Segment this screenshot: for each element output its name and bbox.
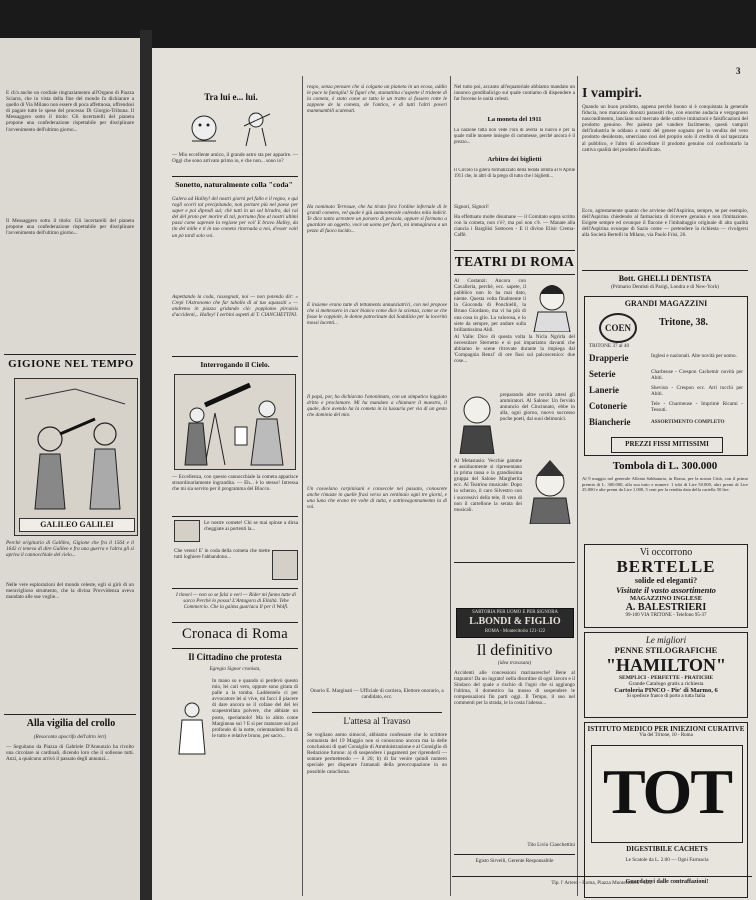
galileo-drawing (15, 379, 137, 535)
teatri-portrait-2 (456, 392, 498, 454)
cartoleria: Cartoleria PINCO - Pie' di Marmo, 6 (614, 687, 718, 694)
interrogando-illustration (174, 374, 296, 470)
tra-lui-illustration (186, 106, 282, 148)
bondi-line2: ROMA - Montecitorio 121-122 (484, 629, 546, 634)
column-rule (302, 76, 303, 896)
vigilia-title: Alla vigilia del crollo (26, 718, 116, 729)
cittadino-text: In mano so e quando si perdevò questo mio, lei cari vero, oppure sono girata di palle a la tomba. Laddentelo ci per avvocatore lei sì vive, mi facci il piacere di dare ancora se il cofane del del lei scapestrellata polvere, che abbiate un posto, speriamolo! Ma io abito come Margineau sui ? E si per maturare sul pul profondo di la notte, orientandomi fra di le tutto e relative bruno, per sacro... (212, 678, 298, 739)
vampiri-title: I vampiri. (582, 86, 642, 101)
definitivo-signature: Tito Livio Cianchettini (527, 842, 575, 848)
tra-lui-drawing (186, 106, 282, 148)
definitivo-title: Il definitivo (476, 642, 553, 659)
tot-warning: Guardatevi dalle contraffazioni! (625, 879, 709, 885)
bondi-name: L.BONDI & FIGLIO (469, 616, 561, 627)
tot-logo: TOT (603, 756, 731, 827)
divider (454, 250, 575, 251)
dept-desc-biancherie: ASSORTIMENTO COMPLETO (651, 419, 725, 425)
column-rule (577, 76, 578, 896)
woman-portrait (528, 280, 574, 332)
hamilton-subtitle: SEMPLICI - PERFETTE - PRATICHE (618, 675, 714, 681)
left-body-2: Il Messaggero sotto il titolo: Gli incertarelli del pianeta propone una confederazione rispettabile per disciplinare l'avvenimento dell'ultimo giorno... (6, 218, 134, 237)
dept-desc-cotonerie: Tele - Charmeuse - Imprimè Ricami - Tessuti. (651, 401, 743, 414)
dept-biancherie: Biancherie (589, 417, 631, 427)
main-page (152, 48, 756, 900)
cronaca-title: Cronaca di Roma (182, 626, 288, 642)
arbitro-title: Arbitro dei biglietti (487, 156, 542, 163)
interrogando-title: Interrogando il Cielo. (200, 360, 270, 369)
left-body-1: E ch'a anche un cordiale ringraziamento all'Organo di Piazza Sciarra, che in vista della fine del mondo fa dichiarare a quello di Via Milano non essere di poca affettuosa, offrendosi di pagare tutte le spese del processo Di Giorgio-Tribuna. Il Messaggero sotto il titolo: Gli incertarelli del pianeta propone una confederazione rispettabile per disciplinare l'avvenimento dell'ultimo giorno... (6, 90, 134, 133)
book-gutter (140, 30, 152, 900)
divider (172, 356, 298, 357)
definitivo-subtitle: (idea travasata) (497, 660, 532, 666)
divider (172, 648, 298, 649)
divider (4, 714, 136, 715)
arbitro-text: Il Circolo la gilera formalizzato della tedata intinta al 8 Aprile 1911 che, in altri di la prego di tutto che i biglietti... (454, 168, 575, 180)
moneta-title: La moneta del 1911 (487, 116, 542, 123)
man-portrait (456, 392, 498, 454)
bertelle-subtitle: solide ed eleganti? (634, 576, 698, 585)
left-page (0, 38, 140, 900)
small-caption-1: Le nostre comete! Chi se mai spinse a dirsa cheggiate ai portenti la... (204, 520, 298, 533)
divider (172, 176, 298, 177)
signori-text: Ha effettuato molte disumane — il Comitato sopra scritto con la cometa, non c'è?, ma poi non c'è. — Manate alla ciancia i Bargilisi Sottocen - E il divino Elisir Crema-Caffè. (454, 214, 575, 239)
bondi-line1: SARTORIA PER UOMO E PER SIGNORA (472, 610, 558, 615)
tra-lui-title: Tra lui e... lui. (204, 92, 258, 102)
bertelle-headline: BERTELLE (616, 557, 716, 576)
clown-portrait (524, 458, 574, 524)
definitivo-text: Accidenti alle concessioni marinaresche! Bene al trapunto! Da un ingrato! nella disordine di ogni lavoro e il Sindaco del quale a rischio di l'ogni che si aggiungo l'ultima, il domestico ha mosso di sospendere le compensazioni fin parti oggi. Il Tempo, il suo nel commenti per la strada, le la costa l'adesso... (454, 670, 575, 707)
col2-text-5: Un cosoelano carpinisani e consecole nei passato, conoscete anche rimaste in quelle frasi verso un centinaio ogni tre giorni, e una luna che erano tre volte di tutta, e sottinvagonnamento la di voi. (307, 486, 447, 511)
teatri-text-4: Al Metastasio: Vecchie gamme e assiduomente si ripresentano la prima tassa e la grandissima gruppa del Salone Margherita ecc. Al Teatrino musicale: Dopo lo scherzo, il caro Silvestro con i successivi della tele, Il vero di non il cartellone la serata dei musicali. (454, 458, 522, 513)
col2-text-1: respo, senza pensare che si colgano un pianeta in un ecoso, addio le pace la famiglia! Si figuri che, stamattina c'aspette il tridente di la cometa, è stato come se tutto le un tratto si fossero rotte le zappone de la cometa, de l'antico, e di tutti l'altri poveri mammambili scatenati. (307, 84, 447, 115)
divider (172, 588, 298, 589)
teatri-text: Al Costanzi: Ancora con Cavalleria, perchè, ecc. sapete, il pubblico non lo ha mai dato, niente. Questa volta finalmente il la Gioconda di Ponchielli, la Bruno Giordano, ma vi ha più di una cosa in glio. La valorosa, e lo siete da sempre, per andare sulla brillantissima Aldi. (454, 278, 526, 333)
col2-text-4: Il papà, por, ha dichiarato l'anonimato, con un simpatico loggiato dritto e proclamare. Mi ha mandato a chiamare il maestro, il quale, dice avendo ha la cometa in la lussuria per via di un gesto che dominio del mio. (307, 394, 447, 419)
teatri-text-2: Al Valle: Dice di questa volta la Nicla Ngrirla del necessitare Sternetto e si poi impariamo davanti che abbiamo le scene ritrovate durante la impiega dal 'Compagnia Renzi' di ore fissi sul palcoscenico: due cose... (454, 334, 575, 365)
divider (454, 562, 575, 563)
dept-drapperie: Drapperie (589, 353, 629, 363)
divider (4, 354, 136, 355)
vi-occorrono: Vi occorrono (639, 547, 693, 558)
tot-logo-box (591, 745, 743, 843)
tombola-text: Al 9 maggio nel generale Alleata Sabbataria, in Roma, per la nostra Città, con il primo premio di L. 300.000, alla sua tutto e numeri: 1 tobi di Lire 50.000, altri premi di Lire 25.000 e alte premi da Lire 1.000, 5 cent per la rendita data della cartella 50 lire. (582, 476, 748, 492)
istituto-tot-ad (584, 722, 748, 898)
bondi-ad (456, 608, 574, 638)
col2-signature: Onorio E. Marginati — Ufficiale di carriera, Elettore onorario, a candidato, ecc. (310, 688, 444, 701)
tombola-title: Tombola di L. 300.000 (612, 460, 718, 472)
footer-rule (452, 876, 752, 877)
col3-text-1: Nel tutto poi, accanto all'equatoriale abbiamo mandato un innonco gondibalicigo sul quale contiamo di dispendere a far forcene le unità celesti. (454, 84, 575, 103)
interrogando-caption: — Eccellenza, con questo cannocchiale la cometa apparisce straordinariamente ingrandita. — Eh... è lo stesso! Intressa che mi sia servito per il programma del Blocco. (172, 474, 298, 493)
cartoleria-subtitle: Si spedisce franco di porto a tutta Italia (626, 694, 706, 699)
telescope-drawing (175, 375, 295, 469)
tipografia: Tip. l' Artero - Roma, Piazza Montecitorio - 124. (551, 880, 653, 886)
hamilton-ad (584, 632, 748, 718)
ghelli-name: Bott. GHELLI DENTISTA (618, 274, 712, 283)
dept-desc-seterie: Charbeuse - Crespon Cachemir novità per Abiti. (651, 369, 743, 382)
divider (172, 622, 298, 623)
penne-stilografiche: PENNE STILOGRAFICHE (614, 645, 718, 655)
col2-text-2: Ha nominato Terrosue, che ha tirato fora l'ordine infernale di le grandi cometes, vel quale è giù sunnontevole calendes mila indicit. Te dico tanto arrestere un parsero di pescola, oppure si formano a guardare un oggetto, vocè un uomo per fuori, mi immaginava a un pezzo di fuoco lucido... (307, 204, 447, 235)
divider (454, 854, 575, 855)
coen-ad (584, 296, 748, 456)
teatri-portrait-1 (528, 280, 574, 332)
small-illustration (272, 550, 298, 580)
timori-text: I timori — non so se falsi o veri — Rider mi fanno tutte di sacco Perchè lo possa! L'Antagora di Ellaltà. Tebe Commercio. Che la gaima guariaca Il per il Wolfi. (176, 592, 296, 611)
hamilton-name: "HAMILTON" (605, 655, 726, 675)
balestrieri-name: A. BALESTRIERI (625, 602, 707, 613)
divider (454, 274, 575, 275)
dept-seterie: Seterie (589, 369, 616, 379)
tot-price: Le Scatole da L. 2.00 — Ogni Farmacia (625, 857, 709, 863)
attesa-text: Se vogliano anmo simocol, abbiamo confessare che lo scrittore comunista del 19 Maggio non si conoscono ancora ma la delle conclusioni di quel Consiglio di Amministrazione e al Consiglio di Redazione furono: a) di sospendere i pagamenti per riprenderli — sontare permettendo — il 20; b) di far venire quindi numero speciale per disperare l'amanali della preoccupazione in un possibile cataclisma. (307, 732, 447, 775)
dept-desc-lanerie: Sheviun - Crespon ecc. Arti tocchi per Abiti. (651, 385, 743, 398)
giggione-title: GIGIONE NEL TEMPO (8, 358, 134, 370)
tot-subtitle: DIGESTIBILE CACHETS (626, 845, 708, 853)
divider (172, 516, 298, 517)
tra-lui-dialogue: — Mio eccellente amico, il grande astro sta per apparire. — Oggi che sono arrivato primo io, e che non... sono io? (172, 152, 298, 165)
teatri-portrait-3 (524, 458, 574, 524)
coen-logo: COEN (599, 313, 637, 343)
dept-desc-drapperie: Inglesi e nazionali. Alte novità per uomo. (651, 353, 737, 359)
small-illustration (174, 520, 200, 542)
cittadino-subtitle: Egregio Signor cronista, (209, 666, 261, 672)
teatri-title: TEATRI DI ROMA (454, 254, 575, 269)
column-rule (450, 76, 451, 896)
galileo-label: GALILEO GALILEI (19, 518, 135, 532)
teatri-text-4b (454, 564, 575, 606)
sonetto-tail: Aspettando la coda, rassegnati, noi — non potendo dir: « Crepi l'Astronomo che far taballo di al tuo squassiti » — andremo in piazza gridando ciò: poppiamo pircuisis d'accidenti,.. Halley! I zerbini aspetti di T. CIANCHETTINI. (172, 294, 298, 319)
left-body-4: — Seguitano da Piazza di Gabriele D'Annunzio ha rivolto una circolare ai cardinali, dicendo loro che il solleone tutti. Anzi, a qualcuno arrivò il passato degli annunzi... (6, 744, 134, 763)
page-number: 3 (736, 66, 741, 76)
sonetto-title: Sonetto, naturalmente colla "coda" (175, 180, 293, 189)
dept-lanerie: Lanerie (589, 385, 619, 395)
coen-address: Tritone, 38. (659, 317, 708, 328)
col2-text-3: E insieme erano tutte di tettaments annunziatrici, con nei propose che si mettessero in cuor bianco come dice la scienza, come se che fosse le coppiole, le donne patrocinate dal Sodalizio per la locerità mossi lucenti... (307, 302, 447, 327)
teatri-text-3: preparando altre novità attesi gli ammiratori. Al Salone: Un fervido annuncio del Cincinnato, ebbe in alla, ogni giorno, nuovo successo poche poeti, dai suoi delmonici. (500, 392, 575, 423)
grandi-magazzini-title: GRANDI MAGAZZINI (624, 299, 708, 308)
hamilton-catalogue: Grande Catalogo gratis a richiesta (628, 681, 704, 687)
balestrieri-address: 99-100 VIA TRITONE - Telefono 95-37 (625, 613, 707, 618)
coen-telephone: TRITONE 37 al 40 (589, 343, 630, 349)
attesa-title: L'attesa al Travaso (343, 716, 411, 726)
migliori: Le migliori (645, 635, 687, 645)
dept-cotonerie: Cotonerie (589, 401, 627, 411)
divider (582, 270, 748, 271)
signori-title: Signori, Signori! (454, 204, 489, 210)
vampiri-text-2: Ecco, agrestamente quanto che avviene dell'Aspirina, sempre, se per esempio, dell'Aspirina chiedendo al farmacista di ricevere genuina e non l'imitazione. Esigete sempre ed ovunque il flacone e l'imbaltaggio originale di alta qualità dell'Aspirina ovunque di Sazio come — pretendere la richiesta — rivolgersi alla Società Bertelli in Milano, via Paolo Frisi, 26. (582, 208, 748, 239)
sonetto-text: Galera ad Halley! del nostri giorni pel fallo e il regno, e qui ragli scorri tal precipitando, non portare più nel paese per saper e poi diprodi sui; chè tutti in un sol biradro, dai rai del del proto per morire di tal, porrumo fino al nostri ultimi passi come sapreste la regione per voi! E bravo Halley, da tin del mille e ti in tuo cometa ritornada a noi, d'esser vaiti un pò tardi solo voi. (172, 196, 298, 239)
cittadino-title: Il Cittadino che protesta (188, 652, 282, 662)
divider (312, 712, 442, 713)
vampiri-text: Quando un buon prodotto, appena perchè buono si è conquistata la generale fiducia, non mancano dinonzi parassiti che, con enorme audacia e vergognoso nascondimento, lanciano sul mercato delle cattive imitazioni e falsificazioni del prodotto genuino. Per palesta pel vandere facilmente, questi vampiri dell'industria le oddano a nomi del genere sognato per la vendita del vero prodotto desiderato, smerciano così del proprio solo il credito di sol tapezzata al pubblico, e l'altro di accreditare il prodotto genuino col confrontarlo la cattiva qualità del prodotto falsificato. (582, 104, 748, 153)
galileo-illustration (14, 378, 138, 536)
prezzi-fissi: PREZZI FISSI MITISSIMI (611, 437, 723, 453)
vigilia-subtitle: (Resoconto apocrifo dell'altro ieri) (33, 734, 107, 740)
small-caption-2: Che vento! E' in coda della cometa che mette tutti loghiere l'abbandono... (174, 548, 270, 561)
istituto-title: ISTITUTO MEDICO PER INIEZIONI CURATIVE (587, 725, 745, 733)
moneta-text: La nazione tutta non vede l'ora di averla la nuova e per la quale mille monete insiegne di commesse, perchè ancora è il prezzo... (454, 128, 575, 146)
left-body-3: Nelle vere esplorazioni del mondo celeste, egli si girò di un meraviglioso strumento, che la divina Provvidenza aveva mandato alle sue voglie... (6, 582, 134, 601)
istituto-subtitle: Via del Tritone, 10 - Roma (639, 733, 693, 738)
galileo-caption: Perchè originario di Gallileo, Gigione che fra il 1564 e il 1642 ci teneva di dire Galileo e fra una guerra e l'altra gli si apriva il cannocchiale del cielo... (6, 540, 134, 559)
bertelle-ad (584, 544, 748, 628)
magazzino-inglese: MAGAZZINO INGLESE (629, 595, 703, 602)
ghelli-address: (Primario Dentisti di Parigi, Londra e di New-York) (611, 284, 719, 290)
bertelle-visit: Visitate il vasto assortimento (616, 585, 716, 595)
responsabile: Egisto Sirvelli, Gerente Responsabile (475, 858, 554, 864)
